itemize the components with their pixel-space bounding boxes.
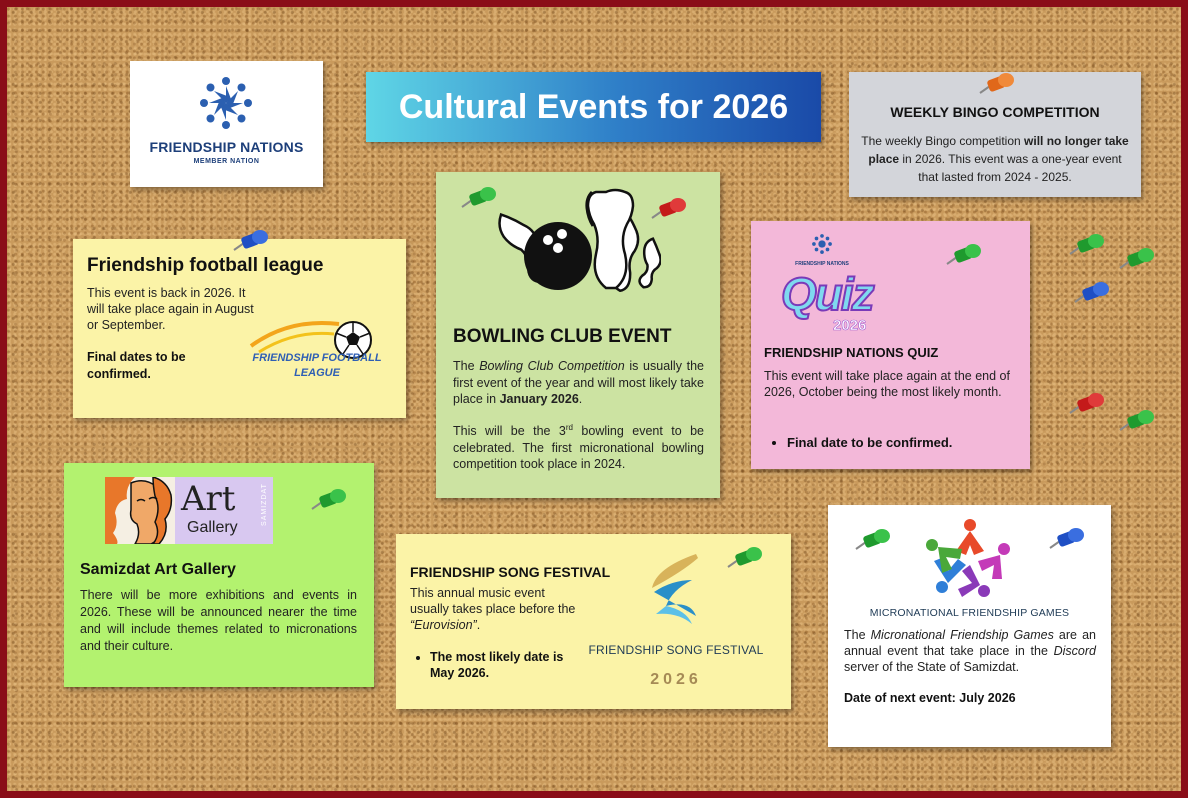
pushpin-icon — [308, 487, 348, 513]
art-logo-gallery: Gallery — [187, 519, 238, 536]
games-p-b: are an annual event that take place in the — [844, 628, 1096, 658]
games-p-a: The — [844, 628, 871, 642]
page-title: Cultural Events for 2026 — [398, 87, 789, 126]
pushpin-icon — [724, 545, 764, 571]
art-logo-side: SAMIZDAT — [260, 483, 268, 526]
quiz-heading: FRIENDSHIP NATIONS QUIZ — [764, 345, 939, 360]
bowling-pins-icon — [496, 188, 661, 303]
bowling-p1-b: is usually the first event of the year and will most likely take place in — [453, 359, 704, 406]
bowling-p2-b: bowling event to be celebrated. The first micronational bowling competition took place in 2024. — [453, 424, 704, 472]
art-logo-word: Art — [181, 479, 236, 519]
pushpin-icon — [648, 196, 688, 222]
song-bullet: • The most likely date is May 2026. — [430, 649, 580, 681]
bowling-p1-c: . — [578, 392, 583, 406]
art-heading: Samizdat Art Gallery — [80, 561, 236, 578]
song-body-b: . — [476, 618, 481, 632]
football-body: This event is back in 2026. It will take place again in August or September. — [87, 286, 254, 332]
bowling-p2-sup: rd — [565, 423, 574, 432]
friendship-flower-icon — [811, 233, 833, 255]
pushpin-icon — [1066, 391, 1106, 417]
games-figures-icon — [920, 515, 1020, 605]
games-logo-name: MICRONATIONAL FRIENDSHIP GAMES — [869, 607, 1070, 619]
art-faces-icon — [105, 477, 175, 544]
pushpin-icon — [1071, 280, 1111, 306]
football-logo-text: FRIENDSHIP FOOTBALL LEAGUE — [252, 352, 382, 379]
quiz-bullets — [787, 435, 952, 450]
friendship-nations-logo — [130, 61, 323, 187]
bowling-p1-a: The — [453, 359, 480, 373]
quiz-body: This event will take place again at the end of 2026, October being the most likely month. — [764, 369, 1010, 399]
bingo-text-bold: will no longer take place — [868, 134, 1129, 166]
bowling-p2-a: This will be the 3 — [453, 424, 566, 439]
quiz-note — [751, 221, 1030, 469]
logo-subtitle: MEMBER NATION — [193, 158, 260, 165]
bingo-heading: WEEKLY BINGO COMPETITION — [890, 104, 1100, 120]
friendship-flower-icon — [196, 73, 256, 133]
games-p-c: server of the State of Samizdat. — [844, 660, 1020, 674]
pushpin-icon — [1066, 232, 1106, 258]
quiz-logo-year: 2026 — [833, 317, 867, 334]
bowling-p1-bold: January 2026 — [499, 392, 579, 406]
pushpin-icon — [1116, 246, 1156, 272]
games-date: Date of next event: July 2026 — [844, 691, 1016, 705]
pushpin-icon — [1046, 526, 1086, 552]
bowling-paragraph-1 — [453, 358, 704, 408]
quiz-logo-org: FRIENDSHIP NATIONS — [795, 261, 849, 267]
pushpin-icon — [943, 242, 983, 268]
bowling-heading: BOWLING CLUB EVENT — [453, 326, 672, 347]
song-logo-name: FRIENDSHIP SONG FESTIVAL — [588, 643, 764, 657]
bingo-text-a: The weekly Bingo competition — [861, 134, 1025, 148]
games-body — [844, 627, 1096, 675]
games-p-italic1: Micronational Friendship Games — [870, 628, 1054, 642]
song-body — [410, 585, 580, 633]
quiz-logo-word: Quiz — [781, 268, 873, 320]
games-p-italic2: Discord — [1053, 644, 1096, 658]
football-bold: Final dates to be confirmed. — [87, 350, 186, 381]
quiz-bullet: • Final date to be confirmed. — [787, 435, 952, 450]
song-body-a: This annual music event usually takes place before the — [410, 586, 576, 616]
bowling-p1-italic: Bowling Club Competition — [479, 359, 625, 373]
football-heading: Friendship football league — [87, 255, 324, 276]
bingo-text — [859, 132, 1131, 186]
logo-name: FRIENDSHIP NATIONS — [149, 139, 304, 155]
art-gallery-logo — [105, 477, 273, 544]
song-swoosh-icon — [646, 552, 706, 632]
pushpin-icon — [976, 71, 1016, 97]
football-note — [73, 239, 406, 418]
song-logo-year: 2026 — [650, 671, 702, 688]
pushpin-icon — [852, 527, 892, 553]
song-body-italic: “Eurovision” — [410, 618, 477, 632]
song-heading: FRIENDSHIP SONG FESTIVAL — [410, 564, 611, 580]
song-bullets — [430, 649, 580, 681]
pushpin-icon — [458, 185, 498, 211]
art-body: There will be more exhibitions and events in 2026. These will be announced nearer the time and will include themes related to micronations and their culture. — [80, 588, 357, 653]
pushpin-icon — [230, 228, 270, 254]
page-title-banner — [366, 72, 821, 142]
bingo-text-b: in 2026. This event was a one-year event that lasted from 2024 - 2025. — [899, 152, 1122, 184]
pushpin-icon — [1116, 408, 1156, 434]
bowling-paragraph-2 — [453, 420, 704, 473]
